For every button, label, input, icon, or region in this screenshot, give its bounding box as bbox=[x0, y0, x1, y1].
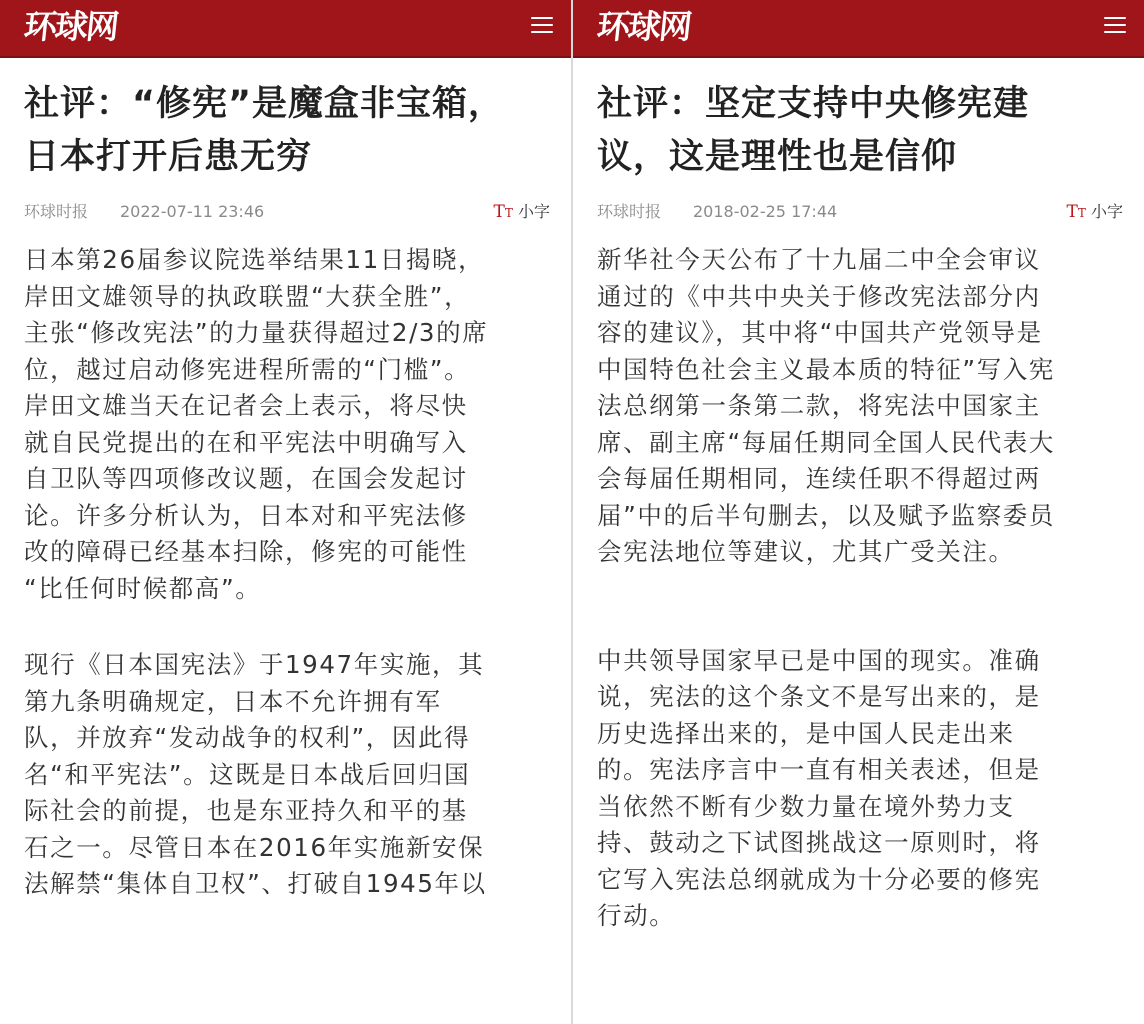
body-line: 日本第26届参议院选举结果11日揭晓， bbox=[24, 245, 485, 274]
body-line: 位，越过启动修宪进程所需的“门槛”。 bbox=[24, 354, 471, 384]
paragraph bbox=[597, 643, 1127, 935]
body-line: 当依然不断有少数力量在境外势力支 bbox=[597, 791, 1015, 821]
site-logo[interactable]: 环球网 bbox=[595, 7, 693, 46]
menu-icon[interactable] bbox=[1104, 14, 1126, 36]
menu-icon[interactable] bbox=[531, 14, 553, 36]
body-line: 法总纲第一条第二款，将宪法中国家主 bbox=[597, 391, 1041, 420]
body-line: 法解禁“集体自卫权”、打破自1945年以 bbox=[24, 869, 487, 898]
body-line: 改的障碍已经基本扫除，修宪的可能性 bbox=[24, 537, 468, 566]
body-line: 席、副主席“每届任期同全国人民代表大 bbox=[597, 427, 1055, 457]
article-source[interactable]: 环球时报 bbox=[597, 202, 662, 221]
font-toggle-label: 小字 bbox=[1090, 202, 1123, 221]
body-line: 现行《日本国宪法》于1947年实施，其 bbox=[24, 650, 485, 679]
body-line: 际社会的前提，也是东亚持久和平的基 bbox=[24, 796, 468, 825]
article-meta bbox=[597, 198, 1123, 226]
body-line: 届”中的后半句删去，以及赋予监察委员 bbox=[597, 500, 1055, 530]
article-source[interactable]: 环球时报 bbox=[24, 202, 89, 221]
article-meta bbox=[24, 198, 550, 226]
body-line: 新华社今天公布了十九届二中全会审议 bbox=[597, 245, 1041, 274]
font-toggle-label: 小字 bbox=[517, 202, 550, 221]
site-header bbox=[0, 0, 571, 58]
paragraph bbox=[24, 242, 554, 607]
article-title bbox=[597, 78, 1127, 184]
body-line: 自卫队等四项修改议题，在国会发起讨 bbox=[24, 464, 468, 493]
article-date: 2018-02-25 17:44 bbox=[693, 202, 838, 221]
title-line: 社评：坚定支持中央修宪建 bbox=[597, 84, 1030, 124]
body-line: 通过的《中共中央关于修改宪法部分内 bbox=[597, 281, 1041, 311]
body-line: 队，并放弃“发动战争的权利”，因此得 bbox=[24, 723, 471, 752]
paragraph bbox=[24, 647, 554, 903]
left-article-screenshot bbox=[0, 0, 571, 1024]
body-line: 中共领导国家早已是中国的现实。准确 bbox=[597, 645, 1041, 675]
body-line: 中国特色社会主义最本质的特征”写入宪 bbox=[597, 354, 1055, 384]
article-body bbox=[597, 242, 1127, 935]
body-line: “比任何时候都高”。 bbox=[24, 573, 262, 603]
paragraph bbox=[597, 242, 1127, 571]
body-line: 容的建议》，其中将“中国共产党领导是 bbox=[597, 318, 1043, 347]
body-line: 会每届任期相同，连续任职不得超过两 bbox=[597, 464, 1041, 493]
article-date: 2022-07-11 23:46 bbox=[120, 202, 265, 221]
body-line: 岸田文雄领导的执政联盟“大获全胜”， bbox=[24, 281, 471, 311]
body-line: 它写入宪法总纲就成为十分必要的修宪 bbox=[597, 864, 1041, 894]
body-line: 就自民党提出的在和平宪法中明确写入 bbox=[24, 427, 468, 457]
body-line: 行动。 bbox=[597, 901, 676, 930]
article-title bbox=[24, 78, 554, 184]
article-body bbox=[24, 242, 554, 903]
font-size-icon: TT bbox=[1066, 202, 1086, 222]
body-line: 名“和平宪法”。这既是日本战后回归国 bbox=[24, 759, 471, 789]
title-line: 社评：“修宪”是魔盒非宝箱， bbox=[24, 84, 505, 124]
font-size-toggle[interactable] bbox=[494, 198, 550, 227]
body-line: 会宪法地位等建议，尤其广受关注。 bbox=[597, 537, 1015, 566]
site-header bbox=[573, 0, 1144, 58]
site-logo[interactable]: 环球网 bbox=[22, 7, 120, 46]
body-line: 第九条明确规定，日本不允许拥有军 bbox=[24, 686, 442, 716]
right-article-screenshot bbox=[573, 0, 1144, 1024]
body-line: 主张“修改宪法”的力量获得超过2/3的席 bbox=[24, 318, 489, 347]
title-line: 日本打开后患无穷 bbox=[24, 137, 313, 177]
font-size-icon: TT bbox=[493, 202, 513, 222]
font-size-toggle[interactable] bbox=[1067, 198, 1123, 227]
body-line: 的。宪法序言中一直有相关表述，但是 bbox=[597, 755, 1041, 784]
body-line: 历史选择出来的，是中国人民走出来 bbox=[597, 718, 1015, 748]
title-line: 议，这是理性也是信仰 bbox=[597, 137, 958, 177]
body-line: 说，宪法的这个条文不是写出来的，是 bbox=[597, 682, 1041, 711]
body-line: 石之一。尽管日本在2016年实施新安保 bbox=[24, 832, 485, 862]
body-line: 岸田文雄当天在记者会上表示，将尽快 bbox=[24, 391, 468, 420]
body-line: 论。许多分析认为，日本对和平宪法修 bbox=[24, 500, 468, 530]
body-line: 持、鼓动之下试图挑战这一原则时，将 bbox=[597, 828, 1041, 857]
